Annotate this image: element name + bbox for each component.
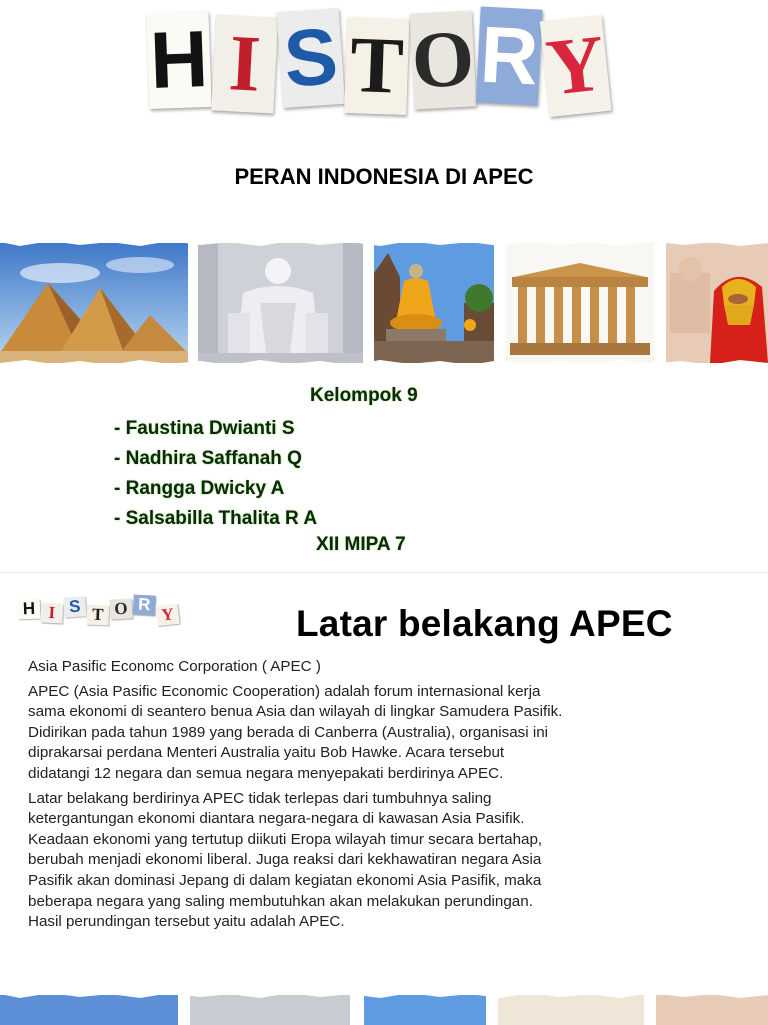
torn-edge-top: [0, 989, 768, 999]
body-paragraph: Asia Pasific Economc Corporation ( APEC ): [28, 658, 321, 675]
logo-letter: H: [18, 599, 41, 620]
torn-edge-top: [0, 237, 768, 247]
slide-body: [28, 657, 568, 937]
veiled-woman-photo: [656, 995, 768, 1025]
lincoln-memorial-photo: [198, 243, 363, 363]
history-logo: [148, 9, 610, 113]
greek-temple-photo: [506, 243, 654, 363]
slide-title: PERAN INDONESIA DI APEC: [234, 164, 534, 189]
buddha-statue-photo: [374, 243, 494, 363]
logo-letter: T: [86, 605, 109, 626]
logo-letter: T: [344, 17, 409, 115]
logo-letter: I: [40, 602, 63, 623]
body-paragraph: Latar belakang berdirinya APEC tidak terlepas dari tumbuhnya saling ketergantungan ekonomi diantara negara-negara di kawasan Asia Pasifik. Keadaan ekonomi yang tertutup diikuti Eropa wilayah timur secara bertahap, berubah menjadi ekonomi liberal. Juga reaksi dari kekhawatiran negara Asia Pasifik akan dominasi Jepang di dalam kegiatan ekonomi Asia Pasifik, maka beberapa negara yang saling membutuhkan akan melakukan perundingan. Hasil perundingan tersebut yaitu adalah APEC.: [28, 789, 543, 931]
logo-letter: Y: [156, 604, 180, 626]
slide-2: [0, 572, 768, 1025]
member-item: - Salsabilla Thalita R A: [114, 508, 318, 529]
member-list: [114, 414, 317, 534]
history-logo-small: [18, 594, 179, 625]
logo-letter: Y: [540, 15, 612, 117]
buddha-statue-photo: [364, 995, 486, 1025]
pyramids-photo: [0, 243, 188, 363]
member-item: - Nadhira Saffanah Q: [114, 448, 302, 469]
logo-letter: S: [63, 596, 86, 617]
member-item: - Rangga Dwicky A: [114, 478, 285, 499]
lincoln-memorial-photo: [190, 995, 350, 1025]
body-paragraph: APEC (Asia Pasific Economic Cooperation) adalah forum internasional kerja sama ekonomi di seantero benua Asia dan wilayah di lingkar Samudera Pasifik. Didirikan pada tahun 1989 yang berada di Canberra (Australia), organisasi ini diprakarsai perdana Menteri Australia yaitu Bob Hawke. Acara tersebut didatangi 12 negara dan semua negara menyepakati berdirinya APEC.: [28, 682, 563, 782]
group-label: Kelompok 9: [310, 385, 418, 406]
class-label: XII MIPA 7: [316, 534, 406, 555]
torn-edge-bottom: [0, 359, 768, 369]
photo-strip: [0, 243, 768, 373]
greek-temple-photo: [498, 995, 644, 1025]
logo-letter: S: [277, 8, 346, 108]
veiled-woman-photo: [666, 243, 768, 363]
logo-letter: R: [476, 6, 543, 105]
pyramids-photo: [0, 995, 178, 1025]
slide-heading: Latar belakang APEC: [296, 603, 673, 644]
logo-letter: R: [133, 594, 156, 615]
member-item: - Faustina Dwianti S: [114, 418, 295, 439]
logo-letter: H: [146, 11, 211, 109]
photo-strip-bottom: [0, 995, 768, 1025]
logo-letter: O: [410, 10, 477, 109]
logo-letter: I: [211, 14, 278, 113]
logo-letter: O: [109, 598, 132, 619]
